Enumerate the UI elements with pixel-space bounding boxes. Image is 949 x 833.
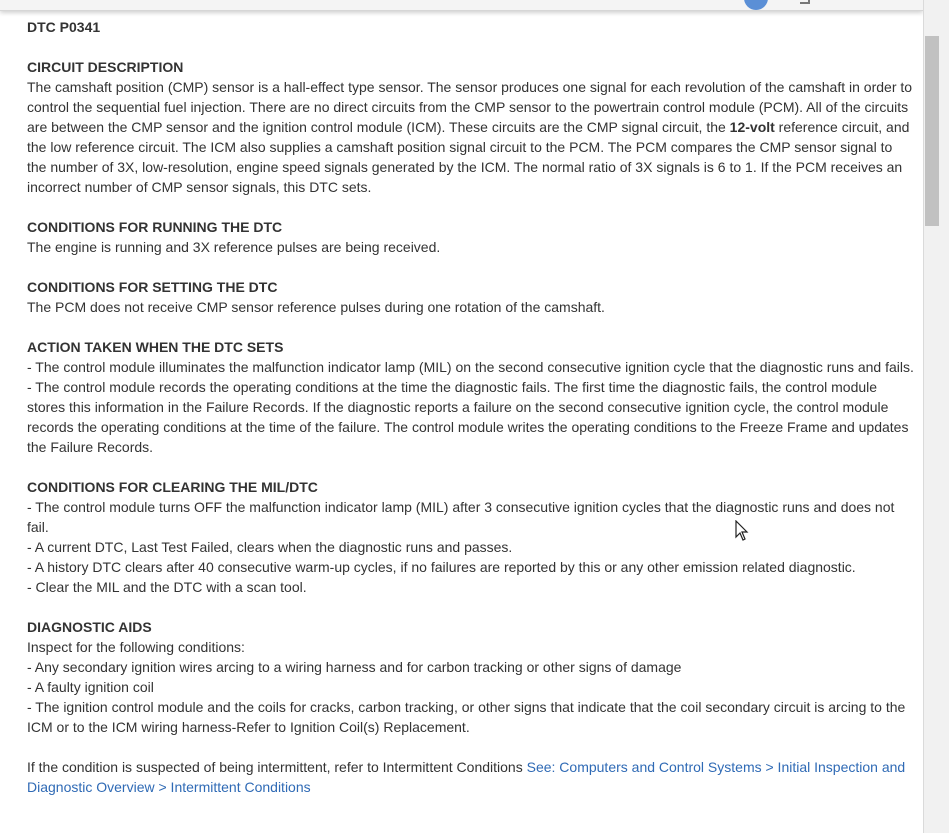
- action-item: - The control module records the operating conditions at the time the diagnostic fails. The first time the diagnostic fails, the control module stores this information in the Failure Records. If the diagnostic reports a failure on the second consecutive ignition cycle, the control module records the operating conditions at the time of the failure. The control module writes the operating conditions to the Freeze Frame and updates the Failure Records.: [27, 379, 909, 455]
- circuit-description-part1: The camshaft position (CMP) sensor is a hall-effect type sensor. The sensor produces one signal for each revolution of the camshaft in order to control the sequential fuel injection. There are no direct circuits from the CMP sensor to the powertrain control module (PCM). All of the circuits are between the CMP sensor and the ignition control module (ICM). These circuits are the CMP signal circuit, the: [27, 79, 913, 135]
- setting-conditions-heading: CONDITIONS FOR SETTING THE DTC: [27, 279, 278, 295]
- diagnostic-aids-intro: Inspect for the following conditions:: [27, 639, 245, 655]
- clearing-item: - A current DTC, Last Test Failed, clears when the diagnostic runs and passes.: [27, 539, 513, 555]
- clearing-item: - Clear the MIL and the DTC with a scan tool.: [27, 579, 307, 595]
- clearing-item: - A history DTC clears after 40 consecutive warm-up cycles, if no failures are reported by this or any other emission related diagnostic.: [27, 559, 856, 575]
- running-conditions-heading: CONDITIONS FOR RUNNING THE DTC: [27, 219, 283, 235]
- clearing-item: - The control module turns OFF the malfunction indicator lamp (MIL) after 3 consecutive ignition cycles that the diagnostic runs and does not fail.: [27, 499, 895, 535]
- chevron-icon[interactable]: [800, 0, 810, 4]
- aids-item: - A faulty ignition coil: [27, 679, 154, 695]
- action-taken-heading: ACTION TAKEN WHEN THE DTC SETS: [27, 339, 284, 355]
- mouse-cursor-icon: [735, 520, 749, 542]
- circuit-description-heading: CIRCUIT DESCRIPTION: [27, 59, 184, 75]
- circuit-description-part2: reference circuit, and the low reference circuit. The ICM also supplies a camshaft position signal circuit to the PCM. The PCM compares the CMP sensor signal to the number of 3X, low-resolution, engine speed signals generated by the ICM. The normal ratio of 3X signals is 6 to 1. If the PCM receives an incorrect number of CMP sensor signals, this DTC sets.: [27, 119, 910, 195]
- setting-conditions-text: The PCM does not receive CMP sensor reference pulses during one rotation of the camshaft.: [27, 299, 605, 315]
- intermittent-conditions-link[interactable]: See: Computers and Control Systems > Initial Inspection and Diagnostic Overview > Intermittent Conditions: [27, 759, 906, 795]
- document-content: [27, 17, 915, 797]
- running-conditions-text: The engine is running and 3X reference pulses are being received.: [27, 239, 441, 255]
- top-toolbar: [0, 0, 923, 11]
- scrollbar-thumb[interactable]: [925, 36, 939, 226]
- intermittent-paragraph: [27, 757, 915, 797]
- aids-item: - Any secondary ignition wires arcing to a wiring harness and for carbon tracking or other signs of damage: [27, 659, 682, 675]
- clearing-conditions-heading: CONDITIONS FOR CLEARING THE MIL/DTC: [27, 479, 318, 495]
- diagnostic-aids-heading: DIAGNOSTIC AIDS: [27, 619, 152, 635]
- circuit-description-bold: 12-volt: [729, 119, 775, 135]
- action-item: - The control module illuminates the malfunction indicator lamp (MIL) on the second consecutive ignition cycle that the diagnostic runs and fails.: [27, 359, 914, 375]
- circuit-description-text: [27, 77, 915, 197]
- aids-item: - The ignition control module and the coils for cracks, carbon tracking, or other signs that indicate that the coil secondary circuit is arcing to the ICM or to the ICM wiring harness-Refer to Ignition Coil(s) Replacement.: [27, 699, 906, 735]
- intermittent-text: If the condition is suspected of being intermittent, refer to Intermittent Conditions: [27, 759, 527, 775]
- dtc-code: DTC P0341: [27, 19, 101, 35]
- circle-button-icon[interactable]: [744, 0, 768, 10]
